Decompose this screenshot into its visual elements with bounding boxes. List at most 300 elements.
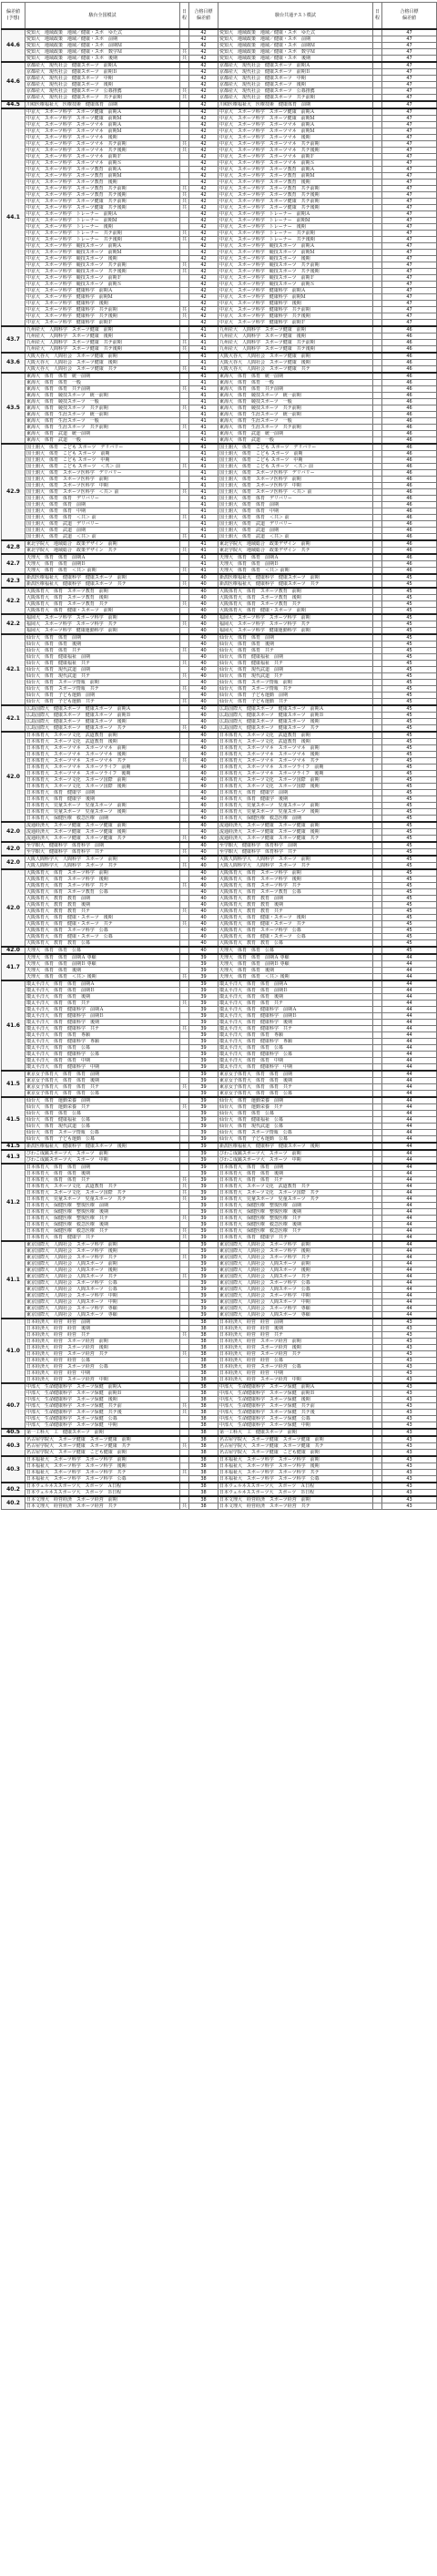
target-deviation-a: 38 bbox=[189, 1364, 218, 1370]
school-name-b: 大阪体育大 体育 健康・スポーツ 共テ bbox=[218, 921, 373, 928]
school-name-a: 仙台大 体育 スポーツ情報 前期 bbox=[25, 680, 180, 686]
target-deviation-a: 40 bbox=[189, 836, 218, 843]
table-row bbox=[2, 1184, 437, 1190]
exam-type-a: 共 bbox=[180, 974, 189, 981]
table-row bbox=[2, 1171, 437, 1177]
exam-type-b bbox=[373, 1504, 382, 1510]
school-name-a: 中京大 スポーツ科学 トレーナー 後期 bbox=[25, 224, 180, 231]
target-deviation-b: 47 bbox=[382, 313, 437, 320]
target-deviation-a: 42 bbox=[189, 250, 218, 256]
target-deviation-a: 41 bbox=[189, 326, 218, 334]
table-row bbox=[2, 269, 437, 275]
target-deviation-a: 41 bbox=[189, 464, 218, 470]
exam-type-a bbox=[180, 334, 189, 340]
exam-type-b bbox=[373, 994, 382, 1001]
exam-type-a bbox=[180, 373, 189, 380]
target-deviation-b: 44 bbox=[382, 1013, 437, 1020]
exam-type-b bbox=[373, 648, 382, 654]
school-name-b: 日本文理大 経営経済 スポーツ経営 共テ bbox=[218, 1504, 373, 1510]
target-deviation-b: 46 bbox=[382, 334, 437, 340]
school-name-b: 日本体育大 スポーツマネ スポーツライフ 後期 bbox=[218, 771, 373, 777]
exam-type-a bbox=[180, 108, 189, 116]
table-row bbox=[2, 1032, 437, 1039]
school-name-b: 環太平洋大 体育 体育 前期Ａ bbox=[218, 980, 373, 988]
exam-type-b bbox=[373, 1091, 382, 1098]
table-row bbox=[2, 1241, 437, 1248]
target-deviation-a: 41 bbox=[189, 483, 218, 489]
table-row bbox=[2, 122, 437, 128]
target-deviation-a: 40 bbox=[189, 634, 218, 641]
table-row bbox=[2, 1383, 437, 1391]
exam-type-b bbox=[373, 1222, 382, 1228]
exam-type-a bbox=[180, 1203, 189, 1209]
target-deviation-a: 41 bbox=[189, 508, 218, 515]
exam-type-a bbox=[180, 842, 189, 849]
exam-type-a bbox=[180, 1058, 189, 1064]
target-deviation-b: 47 bbox=[382, 243, 437, 250]
table-row bbox=[2, 568, 437, 575]
exam-type-b bbox=[373, 699, 382, 706]
school-name-a: 環太平洋大 体育 健康科学 公募 bbox=[25, 1052, 180, 1058]
table-row bbox=[2, 313, 437, 320]
target-deviation-b: 43 bbox=[382, 1339, 437, 1345]
exam-type-a bbox=[180, 856, 189, 863]
exam-type-b bbox=[373, 1416, 382, 1422]
target-deviation-a: 39 bbox=[189, 1196, 218, 1203]
target-deviation-a: 42 bbox=[189, 288, 218, 294]
target-deviation-b: 45 bbox=[382, 634, 437, 641]
school-name-b: 中京大 スポーツ科学 健康科学 前期Ａ bbox=[218, 288, 373, 294]
exam-type-b bbox=[373, 1293, 382, 1299]
school-name-a: 中京大 スポーツ科学 スポーツマネ 前期Ｓ bbox=[25, 160, 180, 167]
target-deviation-a: 40 bbox=[189, 803, 218, 809]
target-deviation-b: 46 bbox=[382, 451, 437, 457]
target-deviation-a: 40 bbox=[189, 601, 218, 608]
school-name-b: 九州産大 人間科学 スポーツ健康 前期 bbox=[218, 326, 373, 334]
school-name-b: 日本経済大 経営 経営 公募 bbox=[218, 1358, 373, 1364]
exam-type-a bbox=[180, 784, 189, 790]
exam-type-b bbox=[373, 69, 382, 76]
table-row bbox=[2, 405, 437, 412]
table-row bbox=[2, 36, 437, 43]
exam-type-a bbox=[180, 777, 189, 784]
school-name-a: 日本経済大 経営 経営 前期 bbox=[25, 1319, 180, 1326]
target-deviation-b: 45 bbox=[382, 790, 437, 796]
target-deviation-a: 38 bbox=[189, 1490, 218, 1497]
target-deviation-a: 39 bbox=[189, 974, 218, 981]
school-name-b: 日本経済大 経営 スポーツ経営 後期 bbox=[218, 1345, 373, 1351]
target-deviation-b: 46 bbox=[382, 521, 437, 528]
exam-type-b bbox=[373, 1391, 382, 1397]
target-deviation-b: 46 bbox=[382, 457, 437, 464]
school-name-a: 中京大 スポーツ科学 スポーツ教育 前期Ｍ bbox=[25, 173, 180, 180]
target-deviation-a: 38 bbox=[189, 1319, 218, 1326]
target-deviation-b: 45 bbox=[382, 947, 437, 954]
school-name-a: 大阪体育大 体育 スポーツ教育 公募 bbox=[25, 889, 180, 896]
exam-type-b bbox=[373, 1470, 382, 1476]
target-deviation-a: 42 bbox=[189, 282, 218, 288]
school-name-a: 中京大 スポーツ科学 スポーツ健康 共テ前期 bbox=[25, 199, 180, 205]
school-name-b: びわこ成蹊スポーツ大 スポーツ 中期 bbox=[218, 1157, 373, 1165]
school-name-a: 新潟医療福祉大 健康科学 健康スポーツ 共テ bbox=[25, 581, 180, 589]
target-deviation-b: 44 bbox=[382, 1299, 437, 1306]
exam-type-a: 共 bbox=[180, 534, 189, 541]
target-deviation-b: 47 bbox=[382, 218, 437, 224]
target-deviation-a: 40 bbox=[189, 915, 218, 921]
school-name-a: 東京国際大 人間社会 人間スポーツ 専願 bbox=[25, 1312, 180, 1319]
table-row bbox=[2, 1248, 437, 1255]
school-name-a: 日本体育大 児童スポーツ 児童スポーツ 後期 bbox=[25, 809, 180, 816]
exam-type-a: 共 bbox=[180, 601, 189, 608]
target-deviation-b: 47 bbox=[382, 88, 437, 95]
table-row bbox=[2, 282, 437, 288]
table-row bbox=[2, 360, 437, 366]
school-name-b: 中京大 スポーツ科学 トレーナー 共テ前期 bbox=[218, 231, 373, 237]
exam-type-b bbox=[373, 199, 382, 205]
target-deviation-a: 38 bbox=[189, 1416, 218, 1422]
school-name-a: 東京国際大 人間社会 人間スポーツ 中期 bbox=[25, 1299, 180, 1306]
exam-type-a bbox=[180, 934, 189, 940]
target-deviation-a: 38 bbox=[189, 1470, 218, 1476]
school-name-b: 日本体育大 保健医療 救急医療 後期 bbox=[218, 1222, 373, 1228]
target-deviation-b: 46 bbox=[382, 412, 437, 418]
table-row bbox=[2, 784, 437, 790]
exam-type-a bbox=[180, 1164, 189, 1171]
school-name-a: 日本福祉大 スポーツ科学 スポーツ科学 共テ bbox=[25, 1470, 180, 1476]
school-name-b: 中京大 スポーツ科学 トレーナー 共テ後期 bbox=[218, 237, 373, 243]
table-row bbox=[2, 340, 437, 346]
exam-type-b bbox=[373, 1196, 382, 1203]
target-deviation-a: 39 bbox=[189, 988, 218, 994]
exam-type-a bbox=[180, 561, 189, 568]
school-name-a: 仙台大 体育 現代武道 公募 bbox=[25, 1124, 180, 1130]
target-deviation-a: 41 bbox=[189, 489, 218, 496]
table-row bbox=[2, 1064, 437, 1072]
exam-type-a bbox=[180, 915, 189, 921]
target-deviation-a: 41 bbox=[189, 405, 218, 412]
target-deviation-b: 46 bbox=[382, 470, 437, 477]
deviation-cell: 41.1 bbox=[2, 1241, 25, 1319]
header-deviation: 偏差値 (予想) bbox=[2, 3, 25, 30]
table-row bbox=[2, 641, 437, 648]
table-row bbox=[2, 1450, 437, 1457]
exam-type-a bbox=[180, 809, 189, 816]
exam-type-a bbox=[180, 1339, 189, 1345]
school-name-b: 日本体育大 スポーツ文化 スポーツ国際 前期 bbox=[218, 777, 373, 784]
target-deviation-b: 47 bbox=[382, 320, 437, 327]
exam-type-a bbox=[180, 1345, 189, 1351]
school-name-a: 中京大 スポーツ科学 競技スポーツ 前期Ｍ bbox=[25, 250, 180, 256]
exam-type-a: 共 bbox=[180, 186, 189, 192]
target-deviation-a: 39 bbox=[189, 1039, 218, 1045]
table-row bbox=[2, 1364, 437, 1370]
table-row bbox=[2, 725, 437, 733]
school-name-b: 天理大 体育 体育 ＜共＞ 後期 bbox=[218, 974, 373, 981]
school-name-a: 日本経済大 経営 経営 中期 bbox=[25, 1370, 180, 1377]
exam-type-a bbox=[180, 947, 189, 954]
exam-type-a: 共 bbox=[180, 1216, 189, 1222]
table-row bbox=[2, 250, 437, 256]
deviation-cell: 42.7 bbox=[2, 554, 25, 574]
target-deviation-a: 38 bbox=[189, 1436, 218, 1443]
school-name-a: 大阪体育大 教育 教育 共テ bbox=[25, 908, 180, 915]
exam-type-b bbox=[373, 353, 382, 360]
table-row bbox=[2, 719, 437, 725]
target-deviation-b: 45 bbox=[382, 693, 437, 699]
table-row bbox=[2, 1358, 437, 1364]
table-row bbox=[2, 654, 437, 661]
table-row bbox=[2, 135, 437, 141]
school-name-a: 東北学院大 地域総合 政策デザイン 共テ bbox=[25, 548, 180, 555]
target-deviation-b: 45 bbox=[382, 822, 437, 829]
exam-type-b bbox=[373, 464, 382, 470]
target-deviation-a: 39 bbox=[189, 1032, 218, 1039]
school-name-a: 九州産大 人間科学 スポーツ健康 後期 bbox=[25, 334, 180, 340]
exam-type-b bbox=[373, 1184, 382, 1190]
target-deviation-b: 46 bbox=[382, 540, 437, 548]
school-name-b: 大阪体育大 教育 教育 前期 bbox=[218, 896, 373, 902]
target-deviation-b: 43 bbox=[382, 1370, 437, 1377]
target-deviation-a: 42 bbox=[189, 218, 218, 224]
table-row bbox=[2, 1143, 437, 1150]
school-name-b: 環太平洋大 体育 体育 後期 bbox=[218, 994, 373, 1001]
school-name-b: 中部大 生命健康科学 スポーツ保健 公募 bbox=[218, 1416, 373, 1422]
school-name-a: 大阪体育大 体育 健康・スポーツ 後期 bbox=[25, 915, 180, 921]
school-name-a: 中京大 スポーツ科学 スポーツ健康 共テ後期 bbox=[25, 205, 180, 211]
exam-type-b bbox=[373, 608, 382, 615]
target-deviation-a: 39 bbox=[189, 1078, 218, 1084]
target-deviation-a: 41 bbox=[189, 540, 218, 548]
target-deviation-b: 44 bbox=[382, 1280, 437, 1287]
school-name-b: 愛知大 地域政策 地域／健康・スポ 数学Ｍ bbox=[218, 49, 373, 56]
exam-type-b bbox=[373, 667, 382, 673]
target-deviation-b: 45 bbox=[382, 829, 437, 836]
target-deviation-a: 42 bbox=[189, 62, 218, 69]
school-name-a: 環太平洋大 体育 健康科学 前期Ａ bbox=[25, 1007, 180, 1013]
school-name-a: 中京大 スポーツ科学 健康科学 共テ後期 bbox=[25, 313, 180, 320]
school-name-a: 大阪体育大 体育 スポーツ教育 前期 bbox=[25, 588, 180, 595]
school-name-a: 日本体育大 児童スポーツ 児童スポーツ 前期 bbox=[25, 803, 180, 809]
target-deviation-a: 39 bbox=[189, 1261, 218, 1267]
school-name-b: 環太平洋大 体育 体育 共テ bbox=[218, 1001, 373, 1007]
target-deviation-a: 42 bbox=[189, 128, 218, 135]
target-deviation-b: 47 bbox=[382, 231, 437, 237]
school-name-a: 環太平洋大 体育 体育 中期 bbox=[25, 1058, 180, 1064]
target-deviation-b: 47 bbox=[382, 192, 437, 199]
school-name-b: 日本体育大 スポーツ文化 スポーツ国際 後期 bbox=[218, 784, 373, 790]
target-deviation-b: 43 bbox=[382, 1351, 437, 1358]
exam-type-b bbox=[373, 908, 382, 915]
school-name-b: 東京国際大 人間社会 人間スポーツ 共テ bbox=[218, 1274, 373, 1280]
deviation-cell: 41.0 bbox=[2, 1319, 25, 1383]
exam-type-b bbox=[373, 528, 382, 534]
school-name-b: 愛知大 地域政策 地域／健康・スポ 前期 bbox=[218, 36, 373, 43]
school-name-a: 日本経済大 経営 スポーツ経営 中期 bbox=[25, 1377, 180, 1384]
target-deviation-b: 45 bbox=[382, 856, 437, 863]
school-name-b: 愛知大 地域政策 地域／健康・スポ ゆた式 bbox=[218, 29, 373, 36]
school-name-a: 仙台大 体育 現代武道 前期 bbox=[25, 667, 180, 673]
target-deviation-b: 47 bbox=[382, 49, 437, 56]
deviation-cell: 42.0 bbox=[2, 947, 25, 954]
exam-type-a bbox=[180, 418, 189, 425]
school-name-b: 大阪人間科学大 人間科学 スポーツ 前期 bbox=[218, 856, 373, 863]
target-deviation-b: 44 bbox=[382, 1104, 437, 1111]
target-deviation-a: 42 bbox=[189, 186, 218, 192]
target-deviation-b: 45 bbox=[382, 680, 437, 686]
table-row bbox=[2, 393, 437, 399]
school-name-a: 流通経済大 スポーツ健康 スポーツ健康 共テ bbox=[25, 836, 180, 843]
school-name-a: 至学館大 健康科学 体育科学 前期 bbox=[25, 842, 180, 849]
school-name-a: 大阪体育大 体育 健康・スポーツ 公募 bbox=[25, 934, 180, 940]
school-name-a: 国士舘大 体育 スポーツ医科学 中期 bbox=[25, 483, 180, 489]
exam-type-b bbox=[373, 1052, 382, 1058]
exam-type-a bbox=[180, 1476, 189, 1483]
school-name-a: 日本福祉大 スポーツ科学 スポーツ科学 後期 bbox=[25, 1463, 180, 1470]
school-name-a: 東海大 体育 生涯スポーツ 共テ前期 bbox=[25, 425, 180, 431]
exam-type-a bbox=[180, 320, 189, 327]
school-name-a: 東海大 体育 競技スポーツ 共テ前期 bbox=[25, 405, 180, 412]
exam-type-b bbox=[373, 237, 382, 243]
school-name-b: 日本体育大 体育 健康学 前期 bbox=[218, 790, 373, 796]
table-row bbox=[2, 1470, 437, 1476]
target-deviation-b: 44 bbox=[382, 1020, 437, 1026]
school-name-a: 中京大 スポーツ科学 スポーツ健康 前期Ａ bbox=[25, 108, 180, 116]
school-name-b: 日本体育大 児童スポーツ 児童スポーツ 後期 bbox=[218, 809, 373, 816]
exam-type-a: 共 bbox=[180, 425, 189, 431]
table-row bbox=[2, 869, 437, 877]
exam-type-a bbox=[180, 29, 189, 36]
exam-type-a: 共 bbox=[180, 568, 189, 575]
exam-type-b bbox=[373, 56, 382, 63]
exam-type-a bbox=[180, 1370, 189, 1377]
exam-type-a: 共 bbox=[180, 849, 189, 857]
target-deviation-a: 41 bbox=[189, 393, 218, 399]
exam-type-b bbox=[373, 1136, 382, 1144]
exam-type-b bbox=[373, 1203, 382, 1209]
school-name-a: 東京女子体育大 体育 体育 共テ bbox=[25, 1084, 180, 1091]
table-row bbox=[2, 69, 437, 76]
exam-type-b bbox=[373, 186, 382, 192]
target-deviation-b: 46 bbox=[382, 477, 437, 483]
school-name-a: 日本経済大 経営 経営 公募 bbox=[25, 1358, 180, 1364]
school-name-a: 日本体育大 スポーツマネ スポーツライフ 後期 bbox=[25, 771, 180, 777]
table-row bbox=[2, 373, 437, 380]
exam-type-a bbox=[180, 1091, 189, 1098]
exam-type-b bbox=[373, 43, 382, 49]
target-deviation-b: 44 bbox=[382, 1026, 437, 1032]
school-name-b: 東海大 体育 生涯スポーツ 統一前期 bbox=[218, 412, 373, 418]
school-name-b: 新潟医療福祉大 健康科学 健康スポーツ 前期 bbox=[218, 574, 373, 581]
school-name-b: 大阪体育大 体育 スポーツ科学 公募 bbox=[218, 928, 373, 934]
exam-type-b bbox=[373, 1306, 382, 1312]
school-name-a: 日本文理大 経営経済 スポーツ経営 前期 bbox=[25, 1496, 180, 1504]
school-name-a: 中京大 スポーツ科学 スポーツ教育 後期 bbox=[25, 180, 180, 186]
target-deviation-b: 44 bbox=[382, 1078, 437, 1084]
target-deviation-a: 40 bbox=[189, 680, 218, 686]
exam-type-a: 共 bbox=[180, 269, 189, 275]
exam-type-b bbox=[373, 1209, 382, 1216]
table-row bbox=[2, 608, 437, 615]
target-deviation-a: 40 bbox=[189, 654, 218, 661]
school-name-b: 仙台大 体育 現代武道 公募 bbox=[218, 1124, 373, 1130]
exam-type-b bbox=[373, 334, 382, 340]
exam-type-b bbox=[373, 470, 382, 477]
school-name-b: 大阪人間科学大 人間科学 スポーツ 共テ bbox=[218, 863, 373, 870]
exam-type-b bbox=[373, 1299, 382, 1306]
exam-type-a bbox=[180, 173, 189, 180]
school-name-a: 第一工科大 工 健康スポーツ 前期 bbox=[25, 1429, 180, 1436]
exam-type-b bbox=[373, 154, 382, 160]
exam-type-b bbox=[373, 561, 382, 568]
school-name-b: 東京国際大 人間社会 スポーツ科学 後期 bbox=[218, 1248, 373, 1255]
school-name-a: 中京大 スポーツ科学 トレーナー 前期Ａ bbox=[25, 211, 180, 218]
school-name-b: 中京大 スポーツ科学 競技スポーツ 前期Ｍ bbox=[218, 250, 373, 256]
target-deviation-b: 44 bbox=[382, 1293, 437, 1299]
target-deviation-a: 42 bbox=[189, 108, 218, 116]
table-row bbox=[2, 528, 437, 534]
exam-type-a bbox=[180, 713, 189, 719]
table-row bbox=[2, 1013, 437, 1020]
table-row bbox=[2, 1130, 437, 1136]
table-row bbox=[2, 88, 437, 95]
school-name-b: 国士舘大 体育 こども スポーツ 中期 bbox=[218, 457, 373, 464]
exam-type-a: 共 bbox=[180, 1177, 189, 1184]
school-name-a: 中京大 スポーツ科学 トレーナー 共テ前期 bbox=[25, 231, 180, 237]
exam-type-b bbox=[373, 581, 382, 589]
school-name-b: 中京大 スポーツ科学 スポーツ健康 共テ後期 bbox=[218, 205, 373, 211]
exam-type-a bbox=[180, 1097, 189, 1104]
target-deviation-a: 40 bbox=[189, 693, 218, 699]
school-name-a: 福岡大 スポーツ科学 スポーツ科学 共テ bbox=[25, 621, 180, 628]
exam-type-b bbox=[373, 1450, 382, 1457]
exam-type-b bbox=[373, 947, 382, 954]
target-deviation-a: 40 bbox=[189, 809, 218, 816]
target-deviation-a: 42 bbox=[189, 88, 218, 95]
exam-type-b bbox=[373, 1007, 382, 1013]
exam-type-b bbox=[373, 224, 382, 231]
table-row bbox=[2, 693, 437, 699]
exam-type-b bbox=[373, 790, 382, 796]
school-name-b: 日本体育大 児童スポーツ 児童スポーツ 共テ bbox=[218, 1196, 373, 1203]
exam-type-a: 共 bbox=[180, 148, 189, 154]
exam-type-b bbox=[373, 1177, 382, 1184]
target-deviation-b: 44 bbox=[382, 1091, 437, 1098]
school-name-b: 中京大 スポーツ科学 スポーツマネ 前期Ｆ bbox=[218, 154, 373, 160]
target-deviation-b: 44 bbox=[382, 961, 437, 968]
target-deviation-a: 42 bbox=[189, 294, 218, 301]
exam-type-a bbox=[180, 360, 189, 366]
table-row bbox=[2, 49, 437, 56]
exam-type-a bbox=[180, 393, 189, 399]
exam-type-b bbox=[373, 1216, 382, 1222]
table-row bbox=[2, 1476, 437, 1483]
target-deviation-b: 45 bbox=[382, 614, 437, 621]
exam-type-b bbox=[373, 680, 382, 686]
target-deviation-b: 44 bbox=[382, 1071, 437, 1078]
table-row bbox=[2, 896, 437, 902]
target-deviation-b: 43 bbox=[382, 1436, 437, 1443]
target-deviation-a: 42 bbox=[189, 237, 218, 243]
target-deviation-a: 42 bbox=[189, 205, 218, 211]
school-name-b: 環太平洋大 体育 健康科学 後期 bbox=[218, 1020, 373, 1026]
school-name-b: 日本体育大 児童スポーツ 児童スポーツ 前期 bbox=[218, 803, 373, 809]
table-row bbox=[2, 680, 437, 686]
table-row bbox=[2, 954, 437, 961]
exam-type-b bbox=[373, 554, 382, 561]
exam-type-b bbox=[373, 1026, 382, 1032]
exam-type-b bbox=[373, 1130, 382, 1136]
table-row bbox=[2, 1456, 437, 1463]
